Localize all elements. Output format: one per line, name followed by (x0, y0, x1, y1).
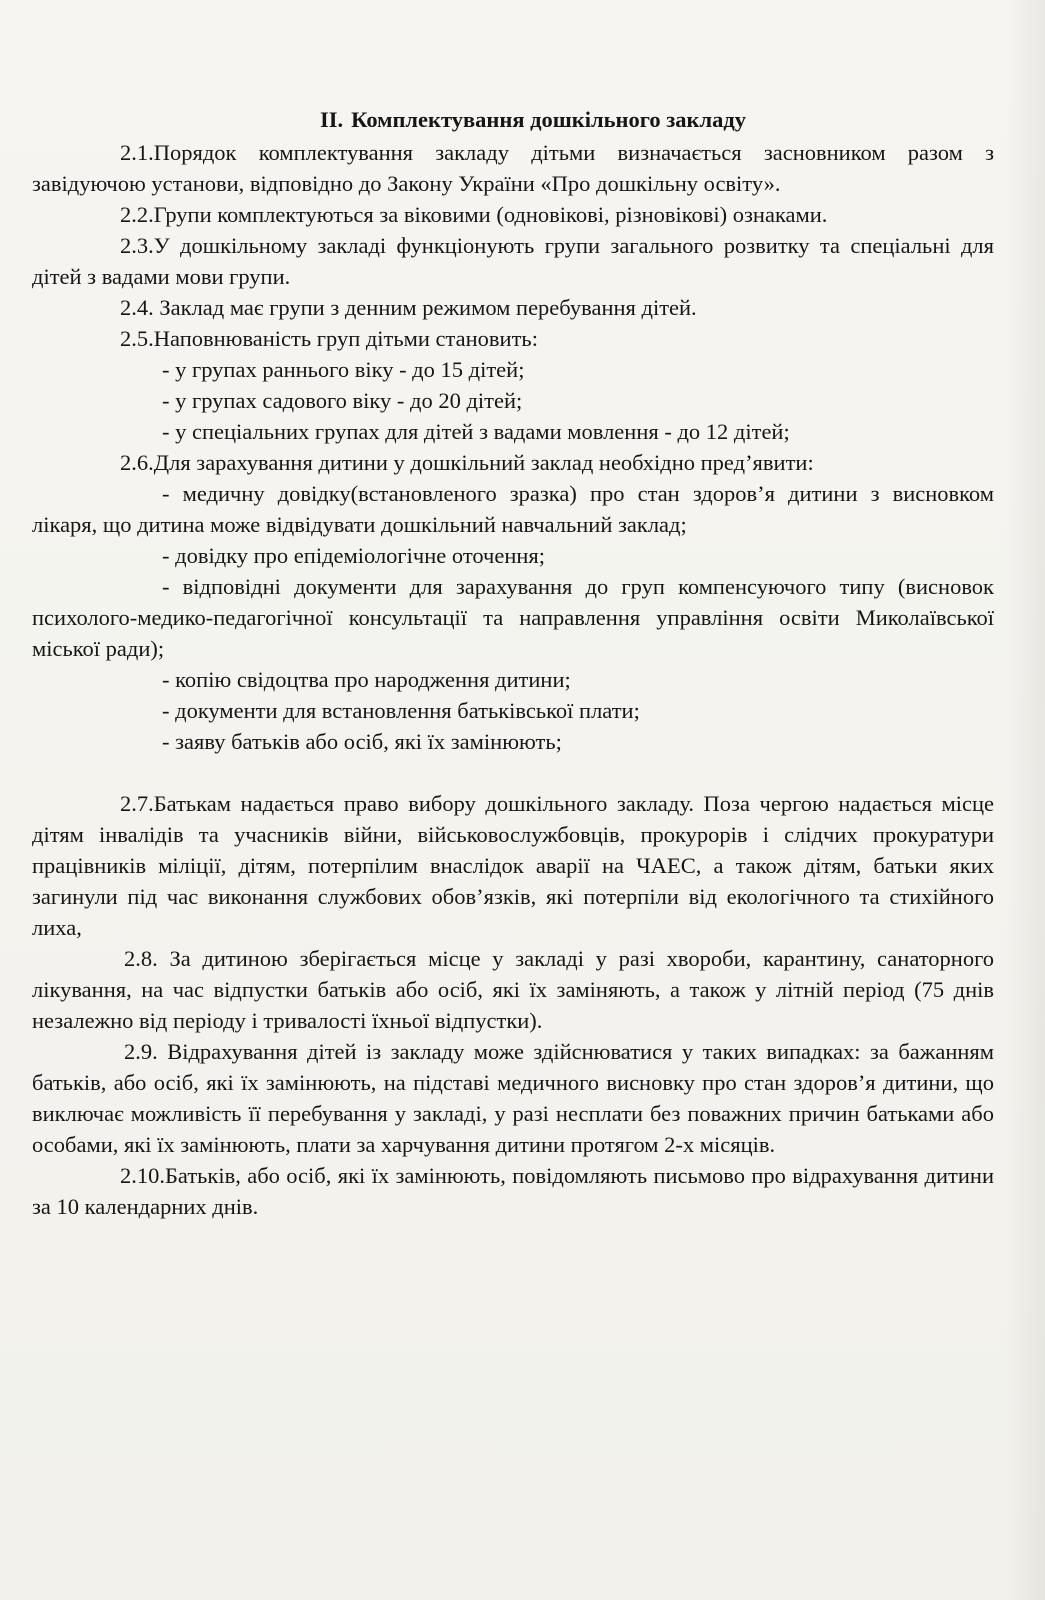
section-number: ІІ. (319, 107, 344, 132)
page-edge-shadow (1005, 0, 1045, 1600)
paragraph-2-4: 2.4. Заклад має групи з денним режимом перебування дітей. (120, 295, 697, 320)
list-item: - у групах раннього віку - до 15 дітей; (162, 357, 525, 382)
paragraph-2-2: 2.2.Групи комплектуються за віковими (одновікові, різновікові) ознаками. (120, 202, 828, 227)
paragraph-2-1: 2.1.Порядок комплектування закладу дітьми визначається засновником разом з завідуючою установи, відповідно до Закону України «Про дошкільну освіту». (32, 140, 994, 196)
list-item: - у групах садового віку - до 20 дітей; (162, 388, 523, 413)
paragraph-2-10: 2.10.Батьків, або осіб, які їх замінюють, повідомляють письмово про відрахування дитини за 10 календарних днів. (32, 1163, 994, 1219)
list-item: - заяву батьків або осіб, які їх замінюють; (162, 729, 562, 754)
list-item: - копію свідоцтва про народження дитини; (162, 667, 571, 692)
list-item: - відповідні документи для зарахування до груп компенсуючого типу (висновок психолого-медико-педагогічної консультації та направлення управління освіти Миколаївської міської ради); (32, 574, 994, 661)
section-title-text: Комплектування дошкільного закладу (351, 107, 747, 132)
paragraph-2-3: 2.3.У дошкільному закладі функціонують групи загального розвитку та спеціальні для дітей з вадами мови групи. (32, 233, 994, 289)
paragraph-2-8: 2.8. За дитиною зберігається місце у закладі у разі хвороби, карантину, санаторного лікування, на час відпустки батьків або осіб, які їх заміняють, а також у літній період (75 днів незалежно від періоду і тривалості їхньої відпустки). (32, 946, 994, 1033)
list-item: - медичну довідку(встановленого зразка) про стан здоров’я дитини з висновком лікаря, що дитина може відвідувати дошкільний навчальний заклад; (32, 481, 994, 537)
paragraph-2-6: 2.6.Для зарахування дитини у дошкільний заклад необхідно пред’явити: (120, 450, 814, 475)
list-item: - довідку про епідеміологічне оточення; (162, 543, 546, 568)
list-item: - документи для встановлення батьківської плати; (162, 698, 640, 723)
paragraph-2-5: 2.5.Наповнюваність груп дітьми становить: (120, 326, 538, 351)
list-item: - у спеціальних групах для дітей з вадами мовлення - до 12 дітей; (162, 419, 790, 444)
blank-line (32, 757, 994, 788)
paragraph-2-7: 2.7.Батькам надається право вибору дошкільного закладу. Поза чергою надається місце дітям інвалідів та учасників війни, військовослужбовців, прокурорів і слідчих прокуратури працівників міліції, дітям, потерпілим внаслідок аварії на ЧАЕС, а також дітям, батьки яких загинули під час виконання службових обов’язків, які потерпіли від екологічного та стихійного лиха, (32, 791, 994, 940)
paragraph-2-9: 2.9. Відрахування дітей із закладу може здійснюватися у таких випадках: за бажанням батьків, або осіб, які їх замінюють, на підставі медичного висновку про стан здоров’я дитини, що виключає можливість її перебування у закладі, у разі несплати без поважних причин батьками або особами, які їх замінюють, плати за харчування дитини протягом 2-х місяців. (32, 1039, 994, 1157)
section-title (32, 104, 994, 135)
document-body (32, 104, 994, 1222)
